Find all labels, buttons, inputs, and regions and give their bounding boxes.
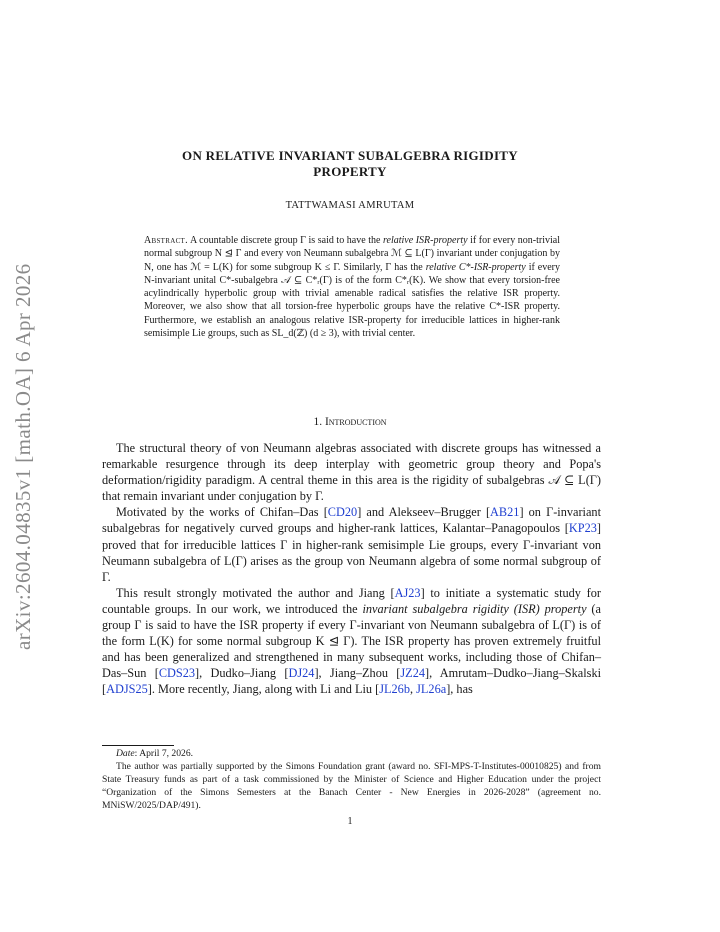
paper-title: [100, 148, 600, 180]
section-title: Introduction: [324, 416, 387, 428]
abstract-text-3: if every N-invariant unital C*-subalgebra 𝒜 ⊆ C*ᵣ(Γ) is of the form C*ᵣ(K). We show that every torsion-free acylindrically hyperbolic group with trivial amenable radical satisfies the relative ISR property. Moreover, we also show that all torsion-free hyperbolic groups have the relative C*-ISR property. Furthermore, we establish an analogous relative ISR-property for irreducible lattices in higher-rank semisimple Lie groups, such as SL_d(ℤ) (d ≥ 3), with trivial center.: [144, 261, 560, 340]
text-run: Motivated by the works of Chifan–Das [: [116, 505, 328, 520]
footnote-date: [102, 747, 601, 760]
text-run: ], has: [446, 682, 473, 697]
page-number: 1: [347, 816, 353, 827]
paragraph-3: [102, 585, 601, 698]
abstract-text-2: if for every non-trivial normal subgroup N ⊴ Γ and every von Neumann subalgebra ℳ ⊆ L(Γ) invariant under conjugation by N, one has ℳ = L(K) for some subgroup K ≤ Γ. Similarly, Γ has the: [144, 235, 560, 273]
text-run: ] proved that for irreducible lattices Γ in higher-rank semisimple Lie groups, every Γ-invariant von Neumann subalgebra of L(Γ) arises as the group von Neumann algebra of some normal subgroup of Γ.: [102, 521, 601, 584]
paragraph-2: [102, 504, 601, 584]
text-run: ]. More recently, Jiang, along with Li and Liu [: [147, 682, 380, 697]
author-name: TATTWAMASI AMRUTAM: [285, 200, 415, 211]
abstract-heading: Abstract.: [144, 235, 188, 246]
citation-link[interactable]: KP23: [568, 521, 597, 536]
title-line-1: ON RELATIVE INVARIANT SUBALGEBRA RIGIDITY: [182, 148, 518, 163]
text-run: ,: [409, 682, 417, 697]
text-run: ] and Alekseev–Brugger [: [357, 505, 491, 520]
abstract-term-relative-isr: relative ISR-property: [382, 235, 468, 246]
citation-link[interactable]: DJ24: [288, 666, 315, 681]
citation-link[interactable]: AB21: [490, 505, 520, 520]
emphasis-isr-property: invariant subalgebra rigidity (ISR) property: [362, 601, 587, 616]
footnote-funding: The author was partially supported by the Simons Foundation grant (award no. SFI-MPS-T-Institutes-00010825) and from State Treasury funds as part of a task commissioned by the Minister of Science and Higher Education under the project “Organization of the Simons Semesters at the Banach Center - New Energies in 2026-2028” (agreement no. MNiSW/2025/DAP/491).: [102, 761, 601, 811]
text-run: ] to initiate a systematic study for countable groups. In our work, we introduced the: [102, 585, 601, 616]
citation-link[interactable]: JL26b: [379, 682, 410, 697]
abstract-text-1: A countable discrete group Γ is said to have the: [189, 235, 383, 246]
date-label: Date: [116, 748, 135, 759]
title-line-2: PROPERTY: [313, 164, 387, 179]
section-number: 1.: [313, 416, 323, 428]
citation-link[interactable]: AJ23: [394, 585, 421, 600]
footnote: [102, 747, 601, 812]
citation-link[interactable]: ADJS25: [106, 682, 148, 697]
text-run: ], Amrutam–Dudko–Jiang–Skalski [: [102, 666, 602, 697]
citation-link[interactable]: CDS23: [158, 666, 196, 681]
abstract: [144, 234, 560, 340]
footnote-rule: [102, 745, 174, 746]
date-value: : April 7, 2026.: [134, 748, 194, 759]
text-run: ], Jiang–Zhou [: [314, 666, 401, 681]
citation-link[interactable]: CD20: [327, 505, 358, 520]
arxiv-identifier: arXiv:2604.04835v1 [math.OA] 6 Apr 2026: [11, 263, 35, 650]
paragraph-1: The structural theory of von Neumann algebras associated with discrete groups has witnessed a remarkable resurgence through its deep interplay with geometric group theory and Popa's deformation/rigidity paradigm. A central theme in this area is the rigidity of subalgebras 𝒜 ⊆ L(Γ) that remain invariant under conjugation by Γ.: [102, 441, 601, 504]
text-run: This result strongly motivated the author and Jiang [: [116, 585, 395, 600]
citation-link[interactable]: JL26a: [416, 682, 447, 697]
text-run: (a group Γ is said to have the ISR property if every Γ-invariant von Neumann subalgebra of L(Γ) is of the form L(K) for some normal subgroup K ⊴ Γ). The ISR property has proven extremely fruitful and has been generalized and strengthened in many subsequent works, including those of Chifan–Das–Sun [: [102, 601, 601, 681]
abstract-term-relative-cstar-isr: relative C*-ISR-property: [425, 261, 526, 273]
body-text: [102, 440, 601, 698]
text-run: ] on Γ-invariant subalgebras for negatively curved groups and higher-rank lattices, Kalantar–Panagopoulos [: [102, 505, 602, 536]
citation-link[interactable]: JZ24: [400, 666, 425, 681]
section-heading: [100, 416, 600, 428]
text-run: ], Dudko–Jiang [: [195, 666, 289, 681]
